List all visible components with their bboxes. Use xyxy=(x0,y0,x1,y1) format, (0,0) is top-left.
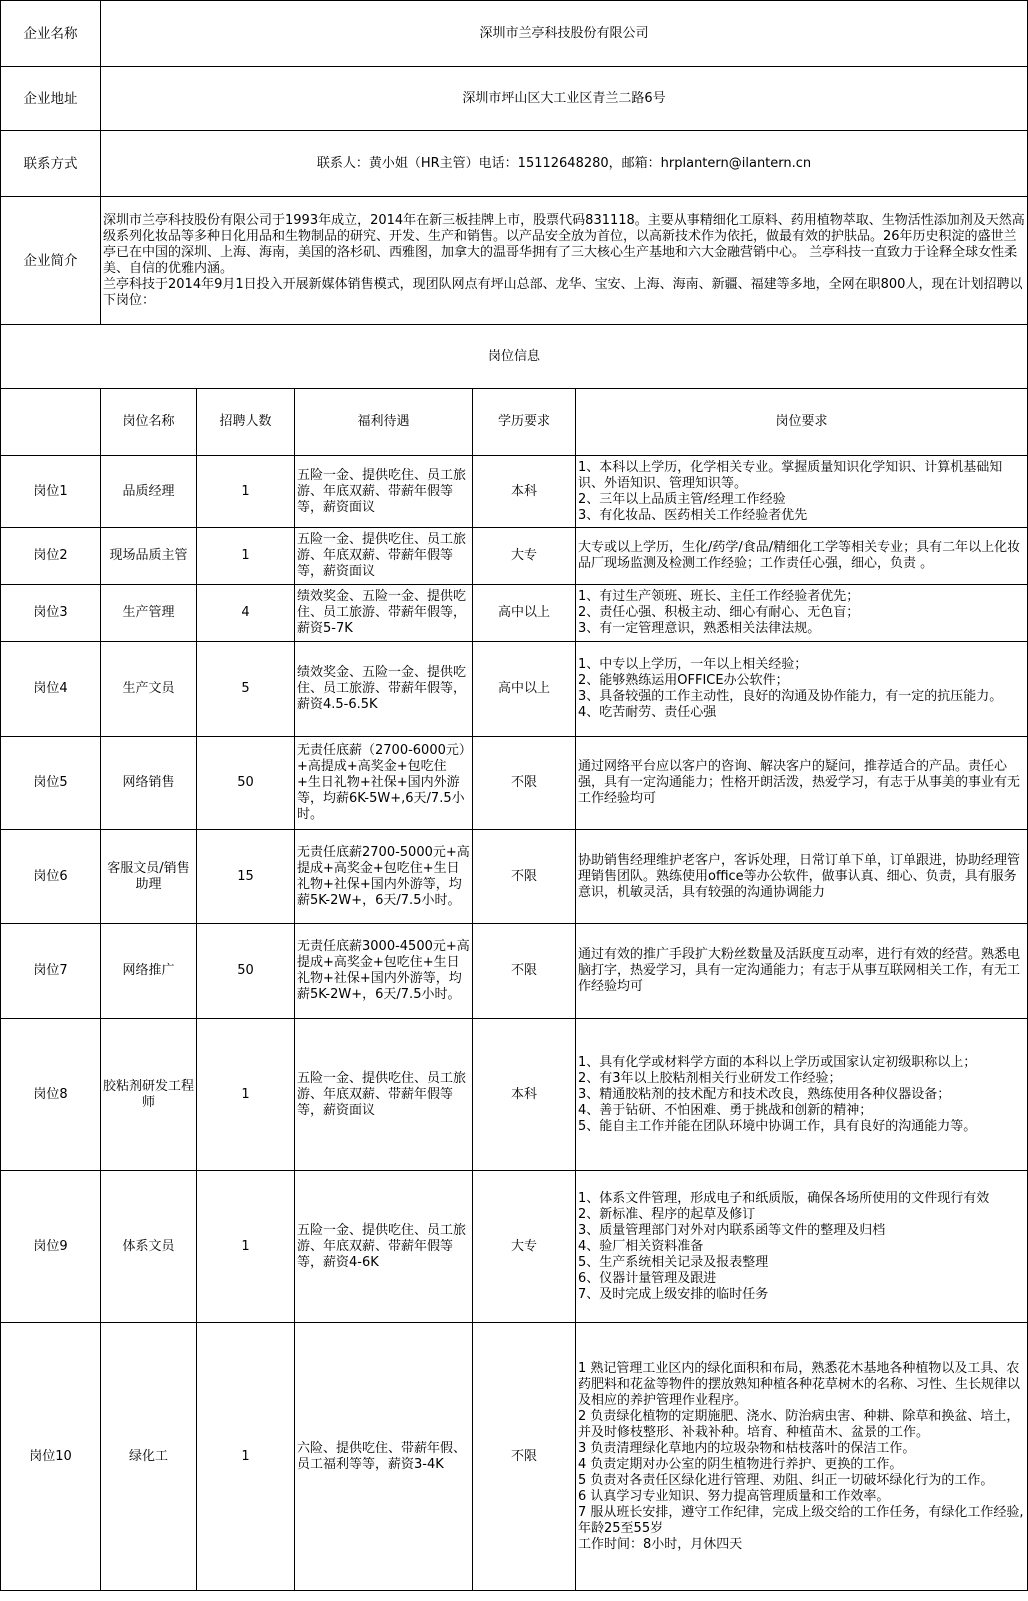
position-count: 1 xyxy=(197,528,295,585)
position-education: 不限 xyxy=(473,830,576,924)
position-education: 高中以上 xyxy=(473,585,576,642)
position-requirements: 1、本科以上学历，化学相关专业。掌握质量知识化学知识、计算机基础知识、外语知识、管理知识等。 2、三年以上品质主管/经理工作经验 3、有化妆品、医药相关工作经验者优先 xyxy=(576,456,1028,528)
position-education: 高中以上 xyxy=(473,642,576,737)
table-row xyxy=(1,830,1028,924)
contact-row xyxy=(1,131,1028,197)
position-welfare: 五险一金、提供吃住、员工旅游、年底双薪、带薪年假等等，薪资面议 xyxy=(295,528,473,585)
position-id: 岗位8 xyxy=(1,1019,101,1171)
company-name-label: 企业名称 xyxy=(1,1,101,67)
position-id: 岗位6 xyxy=(1,830,101,924)
header-count: 招聘人数 xyxy=(197,389,295,456)
position-welfare: 无责任底薪2700-5000元+高提成+高奖金+包吃住+生日礼物+社保+国内外游等，均薪5K-2W+，6天/7.5小时。 xyxy=(295,830,473,924)
position-education: 大专 xyxy=(473,528,576,585)
intro-row xyxy=(1,197,1028,325)
position-id: 岗位5 xyxy=(1,737,101,830)
table-row xyxy=(1,585,1028,642)
position-id: 岗位9 xyxy=(1,1171,101,1323)
position-count: 1 xyxy=(197,1171,295,1323)
position-name: 体系文员 xyxy=(101,1171,197,1323)
position-education: 大专 xyxy=(473,1171,576,1323)
position-education: 本科 xyxy=(473,1019,576,1171)
table-row xyxy=(1,642,1028,737)
table-row xyxy=(1,528,1028,585)
table-row xyxy=(1,737,1028,830)
position-requirements: 1、有过生产领班、班长、主任工作经验者优先； 2、责任心强、积极主动、细心有耐心、无色盲； 3、有一定管理意识，熟悉相关法律法规。 xyxy=(576,585,1028,642)
position-name: 现场品质主管 xyxy=(101,528,197,585)
table-row xyxy=(1,1171,1028,1323)
position-count: 50 xyxy=(197,737,295,830)
position-requirements: 1、具有化学或材料学方面的本科以上学历或国家认定初级职称以上； 2、有3年以上胶粘剂相关行业研发工作经验； 3、精通胶粘剂的技术配方和技术改良，熟练使用各种仪器设备； 4、善于钻研、不怕困难、勇于挑战和创新的精神； 5、能自主工作并能在团队环境中协调工作，具有良好的沟通能力等。 xyxy=(576,1019,1028,1171)
table-row xyxy=(1,924,1028,1019)
position-welfare: 无责任底薪3000-4500元+高提成+高奖金+包吃住+生日礼物+社保+国内外游等，均薪5K-2W+，6天/7.5小时。 xyxy=(295,924,473,1019)
position-education: 不限 xyxy=(473,737,576,830)
position-name: 网络推广 xyxy=(101,924,197,1019)
intro-text: 深圳市兰亭科技股份有限公司于1993年成立，2014年在新三板挂牌上市，股票代码831118。主要从事精细化工原料、药用植物萃取、生物活性添加剂及天然高级系列化妆品等多种日化用品和生物制品的研究、开发、生产和销售。以产品安全放为首位，以高新技术作为依托，做最有效的护肤品。26年历史积淀的盛世兰亭已在中国的深圳、上海、海南，美国的洛杉矶、西雅图，加拿大的温哥华拥有了三大核心生产基地和六大金融营销中心。 兰亭科技一直致力于诠释全球女性柔美、自信的优雅内涵。 兰亭科技于2014年9月1日投入开展新媒体销售模式，现团队网点有坪山总部、龙华、宝安、上海、海南、新疆、福建等多地，全网在职800人，现在计划招聘以下岗位： xyxy=(101,197,1028,325)
position-id: 岗位7 xyxy=(1,924,101,1019)
position-education: 不限 xyxy=(473,1323,576,1591)
position-count: 5 xyxy=(197,642,295,737)
position-welfare: 六险、提供吃住、带薪年假、员工福利等等，薪资3-4K xyxy=(295,1323,473,1591)
positions-title: 岗位信息 xyxy=(1,325,1028,389)
table-row xyxy=(1,1019,1028,1171)
position-name: 网络销售 xyxy=(101,737,197,830)
company-name-value: 深圳市兰亭科技股份有限公司 xyxy=(101,1,1028,67)
header-welfare: 福利待遇 xyxy=(295,389,473,456)
position-name: 生产文员 xyxy=(101,642,197,737)
position-id: 岗位4 xyxy=(1,642,101,737)
position-welfare: 五险一金、提供吃住、员工旅游、年底双薪、带薪年假等等，薪资4-6K xyxy=(295,1171,473,1323)
position-requirements: 1、体系文件管理，形成电子和纸质版，确保各场所使用的文件现行有效 2、新标准、程序的起草及修订 3、质量管理部门对外对内联系函等文件的整理及归档 4、验厂相关资料准备 5、生产系统相关记录及报表整理 6、仪器计量管理及跟进 7、及时完成上级安排的临时任务 xyxy=(576,1171,1028,1323)
position-id: 岗位3 xyxy=(1,585,101,642)
positions-title-row xyxy=(1,325,1028,389)
position-welfare: 无责任底薪（2700-6000元）+高提成+高奖金+包吃住+生日礼物+社保+国内外游等，均薪6K-5W+,6天/7.5小时。 xyxy=(295,737,473,830)
header-blank xyxy=(1,389,101,456)
contact-value: 联系人：黄小姐（HR主管）电话：15112648280，邮箱：hrplantern@ilantern.cn xyxy=(101,131,1028,197)
position-education: 不限 xyxy=(473,924,576,1019)
position-count: 1 xyxy=(197,456,295,528)
table-row xyxy=(1,1323,1028,1591)
position-count: 50 xyxy=(197,924,295,1019)
company-address-label: 企业地址 xyxy=(1,67,101,131)
position-name: 胶粘剂研发工程师 xyxy=(101,1019,197,1171)
header-requirements: 岗位要求 xyxy=(576,389,1028,456)
position-requirements: 通过有效的推广手段扩大粉丝数量及活跃度互动率，进行有效的经营。熟悉电脑打字，热爱学习，具有一定沟通能力；有志于从事互联网相关工作，有无工作经验均可 xyxy=(576,924,1028,1019)
position-welfare: 绩效奖金、五险一金、提供吃住、员工旅游、带薪年假等，薪资4.5-6.5K xyxy=(295,642,473,737)
position-welfare: 五险一金、提供吃住、员工旅游、年底双薪、带薪年假等等，薪资面议 xyxy=(295,456,473,528)
header-name: 岗位名称 xyxy=(101,389,197,456)
position-welfare: 五险一金、提供吃住、员工旅游、年底双薪、带薪年假等等，薪资面议 xyxy=(295,1019,473,1171)
header-row xyxy=(1,389,1028,456)
contact-label: 联系方式 xyxy=(1,131,101,197)
position-requirements: 通过网络平台应以客户的咨询、解决客户的疑问，推荐适合的产品。责任心强，具有一定沟通能力；性格开朗活泼，热爱学习，有志于从事美的事业有无工作经验均可 xyxy=(576,737,1028,830)
company-address-value: 深圳市坪山区大工业区青兰二路6号 xyxy=(101,67,1028,131)
intro-label: 企业简介 xyxy=(1,197,101,325)
position-id: 岗位10 xyxy=(1,1323,101,1591)
position-welfare: 绩效奖金、五险一金、提供吃住、员工旅游、带薪年假等，薪资5-7K xyxy=(295,585,473,642)
position-id: 岗位2 xyxy=(1,528,101,585)
position-requirements: 1 熟记管理工业区内的绿化面积和布局，熟悉花木基地各种植物以及工具、农药肥料和花盆等物件的摆放熟知种植各种花草树木的名称、习性、生长规律以及相应的养护管理作业程序。 2 负责绿化植物的定期施肥、浇水、防治病虫害、种耕、除草和换盆、培土，并及时修枝整形、补栽补种。培育、种植苗木、盆景的工作。 3 负责清理绿化草地内的垃圾杂物和枯枝落叶的保洁工作。 4 负责定期对办公室的阴生植物进行养护、更换的工作。 5 负责对各责任区绿化进行管理、劝阻、纠正一切破坏绿化行为的工作。 6 认真学习专业知识、努力提高管理质量和工作效率。 7 服从班长安排，遵守工作纪律，完成上级交给的工作任务，有绿化工作经验,年龄25至55岁 工作时间：8小时，月休四天 xyxy=(576,1323,1028,1591)
position-requirements: 1、中专以上学历，一年以上相关经验； 2、能够熟练运用OFFICE办公软件； 3、具备较强的工作主动性，良好的沟通及协作能力，有一定的抗压能力。 4、吃苦耐劳、责任心强 xyxy=(576,642,1028,737)
position-requirements: 大专或以上学历，生化/药学/食品/精细化工学等相关专业；具有二年以上化妆品厂现场监测及检测工作经验；工作责任心强，细心，负责 。 xyxy=(576,528,1028,585)
position-requirements: 协助销售经理维护老客户，客诉处理，日常订单下单，订单跟进，协助经理管理销售团队。熟练使用office等办公软件，做事认真、细心、负责，具有服务意识，机敏灵活，具有较强的沟通协调能力 xyxy=(576,830,1028,924)
company-name-row xyxy=(1,1,1028,67)
position-count: 15 xyxy=(197,830,295,924)
position-name: 生产管理 xyxy=(101,585,197,642)
position-name: 客服文员/销售助理 xyxy=(101,830,197,924)
company-address-row xyxy=(1,67,1028,131)
table-row xyxy=(1,456,1028,528)
position-id: 岗位1 xyxy=(1,456,101,528)
position-count: 1 xyxy=(197,1323,295,1591)
position-name: 绿化工 xyxy=(101,1323,197,1591)
position-education: 本科 xyxy=(473,456,576,528)
position-name: 品质经理 xyxy=(101,456,197,528)
position-count: 1 xyxy=(197,1019,295,1171)
position-count: 4 xyxy=(197,585,295,642)
header-education: 学历要求 xyxy=(473,389,576,456)
